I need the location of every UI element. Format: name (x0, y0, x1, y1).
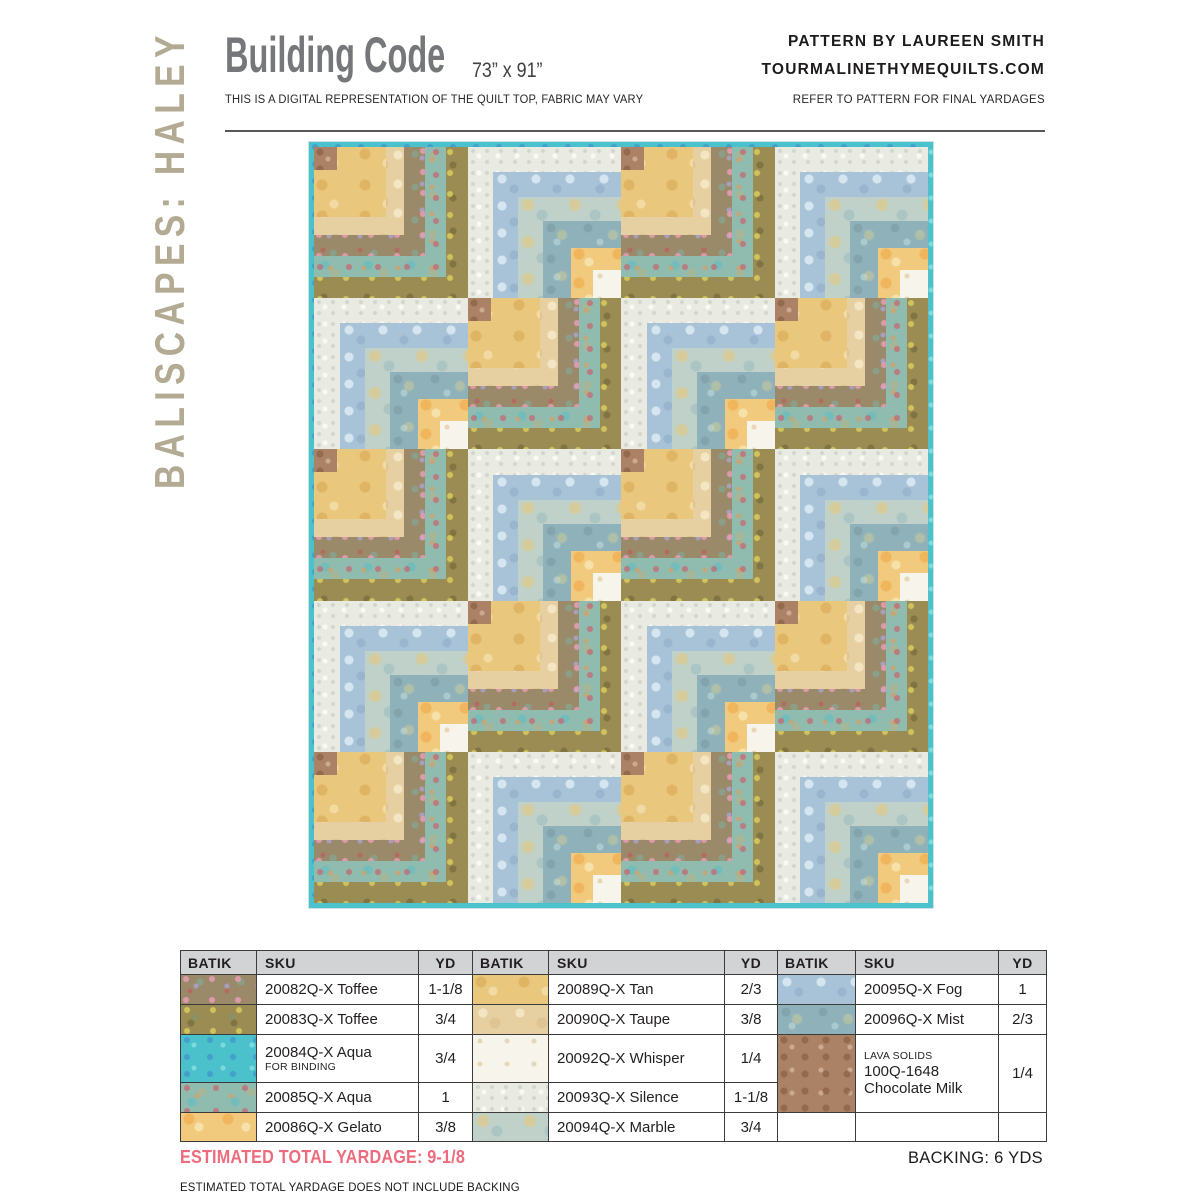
fabric-log-chocolate (621, 449, 644, 472)
table-row (778, 1112, 1046, 1141)
fabric-swatch-toffee2 (181, 1005, 256, 1034)
quilt-block-cool (314, 601, 468, 752)
fabric-sku-note: FOR BINDING (265, 1060, 337, 1073)
yardage-value: 1-1/8 (428, 981, 463, 998)
table-row (473, 974, 777, 1004)
table-header-row (473, 951, 777, 974)
fabric-sku-text: 100Q-1648 (864, 1063, 940, 1080)
estimated-total-yardage: ESTIMATED TOTAL YARDAGE: 9-1/8 (180, 1147, 466, 1167)
fabric-yardage (724, 975, 777, 1004)
quilt-block-warm (621, 147, 775, 298)
fabric-sku (855, 975, 998, 1004)
fabric-sku-text: 20093Q-X Silence (557, 1089, 679, 1106)
fabric-log-chocolate (621, 147, 644, 170)
fabric-log-chocolate (621, 752, 644, 775)
fabric-sku-text: 20089Q-X Tan (557, 981, 654, 998)
fabric-sku (256, 975, 418, 1004)
fabric-log-chocolate (775, 601, 798, 624)
yd-header-cell: YD (998, 951, 1046, 974)
quilt-preview (309, 142, 933, 908)
fabric-sku-text: 20095Q-X Fog (864, 981, 963, 998)
fabric-tables (180, 950, 1047, 1142)
fabric-yardage (724, 1005, 777, 1034)
fabric-sku-text: 20084Q-X Aqua (265, 1043, 372, 1061)
table-row (778, 1004, 1046, 1034)
fabric-swatch-mist (778, 1005, 855, 1034)
fabric-table-3 (777, 950, 1047, 1142)
fabric-yardage (724, 1083, 777, 1112)
fabric-swatch-fog (778, 975, 855, 1004)
fabric-sku-text: 20094Q-X Marble (557, 1118, 676, 1136)
fabric-log-whisper (440, 421, 468, 449)
fabric-yardage (418, 1083, 472, 1112)
fabric-sku (548, 1005, 724, 1034)
fabric-log-chocolate (468, 601, 491, 624)
yardage-value: 1 (1018, 981, 1027, 998)
quilt-dimensions: 73” x 91” (472, 59, 543, 82)
digital-representation-note: THIS IS A DIGITAL REPRESENTATION OF THE QUILT TOP, FABRIC MAY VARY (225, 94, 644, 106)
fabric-sku-text: 20082Q-X Toffee (265, 981, 378, 998)
fabric-log-whisper (593, 875, 621, 903)
fabric-swatch-silence (473, 1083, 548, 1112)
fabric-sku (548, 1083, 724, 1112)
quilt-block-warm (314, 752, 468, 903)
table-row (473, 1112, 777, 1141)
fabric-yardage (418, 1005, 472, 1034)
fabric-yardage (998, 1035, 1046, 1112)
fabric-swatch-binding (181, 1035, 256, 1082)
fabric-swatch-whisper (473, 1035, 548, 1082)
fabric-log-chocolate (775, 298, 798, 321)
fabric-sku (256, 1083, 418, 1112)
quilt-block-warm (314, 449, 468, 600)
yd-header-cell: YD (724, 951, 777, 974)
yardage-disclaimer: ESTIMATED TOTAL YARDAGE DOES NOT INCLUDE BACKING (180, 1180, 520, 1194)
yardage-value: 3/8 (740, 1011, 762, 1028)
fabric-sku (256, 1005, 418, 1034)
yardage-value: 3/4 (435, 1050, 456, 1067)
fabric-yardage (724, 1035, 777, 1082)
yardage-value: 2/3 (1012, 1011, 1033, 1028)
quilt-block-cool (468, 449, 622, 600)
sku-header-cell: SKU (548, 951, 724, 974)
yardage-value: 3/8 (435, 1118, 456, 1136)
batik-header-cell: BATIK (473, 951, 548, 974)
fabric-log-chocolate (314, 147, 337, 170)
quilt-blocks-grid (314, 147, 928, 903)
yardage-value: 1/4 (1012, 1065, 1033, 1082)
table-header-row (778, 951, 1046, 974)
quilt-block-cool (775, 449, 929, 600)
quilt-block-cool (468, 752, 622, 903)
quilt-block-cool (621, 601, 775, 752)
fabric-log-whisper (747, 421, 775, 449)
fabric-log-chocolate (314, 752, 337, 775)
quilt-title: Building Code (225, 27, 446, 83)
fabric-yardage (724, 1113, 777, 1141)
fabric-yardage (998, 975, 1046, 1004)
empty-swatch-cell (778, 1113, 855, 1141)
fabric-sku-text: 20085Q-X Aqua (265, 1089, 372, 1106)
fabric-log-whisper (747, 724, 775, 752)
quilt-block-cool (621, 298, 775, 449)
quilt-block-warm (314, 147, 468, 298)
header-divider (225, 130, 1045, 132)
fabric-yardage (998, 1113, 1046, 1141)
yardage-value: 3/4 (740, 1118, 762, 1136)
table-row (181, 1034, 472, 1082)
fabric-sku-text: 20083Q-X Toffee (265, 1011, 378, 1028)
credit-block (762, 33, 1045, 89)
fabric-yardage (418, 975, 472, 1004)
batik-header-cell: BATIK (778, 951, 855, 974)
quilt-block-cool (775, 147, 929, 298)
collection-title: BALISCAPES: HALEY (146, 29, 193, 490)
table-row (473, 1082, 777, 1112)
table-header-row (181, 951, 472, 974)
quilt-block-warm (468, 298, 622, 449)
fabric-table-2 (472, 950, 778, 1142)
fabric-log-whisper (593, 270, 621, 298)
fabric-log-chocolate (468, 298, 491, 321)
quilt-block-cool (468, 147, 622, 298)
fabric-log-whisper (900, 875, 928, 903)
fabric-log-chocolate (314, 449, 337, 472)
table-row (181, 974, 472, 1004)
yardage-value: 2/3 (740, 981, 762, 998)
fabric-swatch-tan (473, 975, 548, 1004)
quilt-block-cool (775, 752, 929, 903)
backing-yardage: BACKING: 6 YDS (907, 1149, 1043, 1167)
header (225, 26, 625, 88)
fabric-log-whisper (900, 270, 928, 298)
fabric-sku (548, 1035, 724, 1082)
table-row (181, 1112, 472, 1141)
quilt-block-cool (314, 298, 468, 449)
fabric-sku (855, 1005, 998, 1034)
fabric-yardage (418, 1113, 472, 1141)
fabric-log-whisper (440, 724, 468, 752)
website: TOURMALINETHYMEQUILTS.COM (761, 61, 1045, 78)
fabric-sku-text: 20092Q-X Whisper (557, 1050, 685, 1067)
quilt-block-warm (775, 601, 929, 752)
quilt-block-warm (621, 449, 775, 600)
yardage-value: 3/4 (435, 1011, 456, 1028)
fabric-sku-note: LAVA SOLIDS (864, 1050, 933, 1062)
quilt-block-warm (468, 601, 622, 752)
quilt-block-warm (775, 298, 929, 449)
yd-header-cell: YD (418, 951, 472, 974)
fabric-sku-text: 20086Q-X Gelato (265, 1118, 382, 1136)
sku-header-cell: SKU (256, 951, 418, 974)
fabric-swatch-toffee1 (181, 975, 256, 1004)
fabric-swatch-gelato (181, 1113, 256, 1141)
fabric-sku (256, 1035, 418, 1082)
batik-header-cell: BATIK (181, 951, 256, 974)
fabric-sku (855, 1113, 998, 1141)
fabric-yardage (998, 1005, 1046, 1034)
sku-header-cell: SKU (855, 951, 998, 974)
table-row (473, 1004, 777, 1034)
pattern-credit: PATTERN BY LAUREEN SMITH (787, 33, 1045, 50)
fabric-table-1 (180, 950, 473, 1142)
yardage-value: 1-1/8 (733, 1089, 769, 1106)
fabric-yardage (418, 1035, 472, 1082)
fabric-sku-text: 20096Q-X Mist (864, 1011, 965, 1028)
table-row (473, 1034, 777, 1082)
yardage-value: 1/4 (740, 1050, 762, 1067)
fabric-sku (548, 1113, 724, 1141)
fabric-log-whisper (900, 573, 928, 601)
table-row (181, 1004, 472, 1034)
table-row (778, 974, 1046, 1004)
fabric-swatch-taupe (473, 1005, 548, 1034)
fabric-swatch-aqua85 (181, 1083, 256, 1112)
fabric-sku (256, 1113, 418, 1141)
fabric-sku-text: Chocolate Milk (864, 1080, 963, 1097)
yardage-value: 1 (441, 1089, 450, 1106)
fabric-sku (548, 975, 724, 1004)
fabric-log-whisper (593, 573, 621, 601)
yardage-reference-note: REFER TO PATTERN FOR FINAL YARDAGES (792, 94, 1045, 106)
fabric-sku (855, 1035, 998, 1112)
table-row (181, 1082, 472, 1112)
fabric-swatch-chocolate (778, 1035, 855, 1112)
table-row (778, 1034, 1046, 1112)
quilt-block-warm (621, 752, 775, 903)
fabric-swatch-marble (473, 1113, 548, 1141)
fabric-sku-text: 20090Q-X Taupe (557, 1011, 671, 1028)
